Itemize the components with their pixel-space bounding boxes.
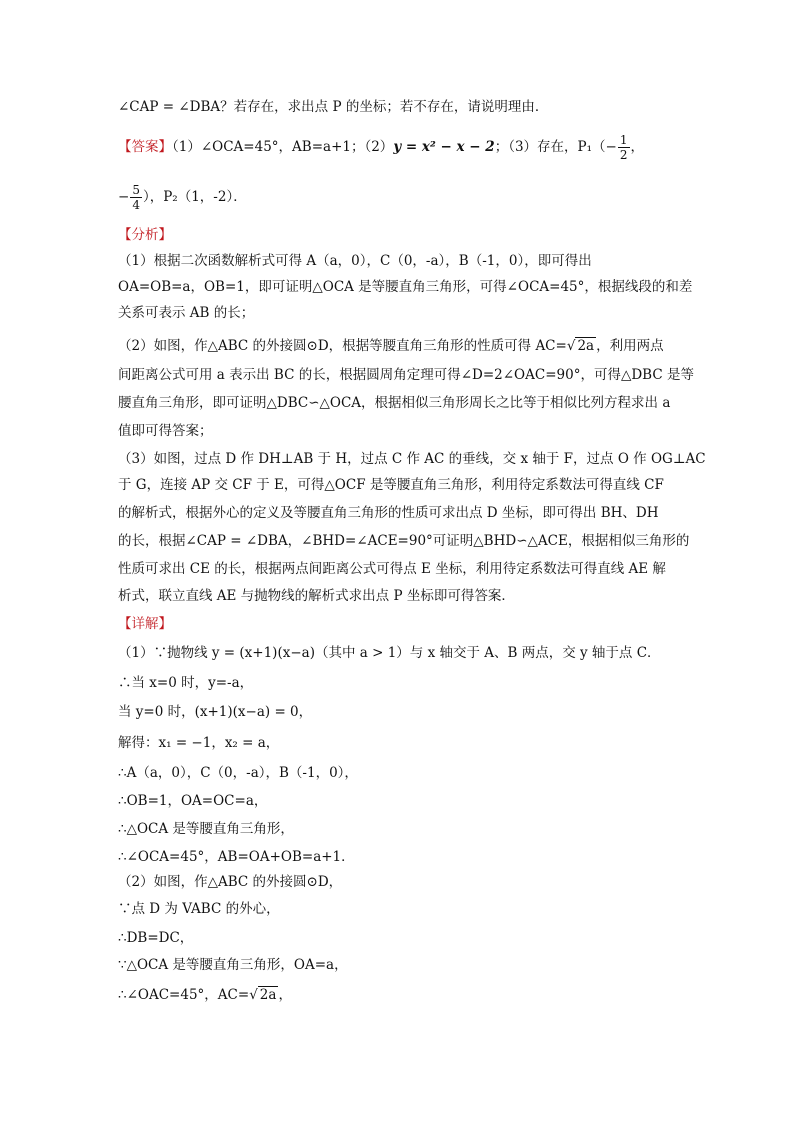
detail-line-3: 当 y=0 时，(x+1)(x−a) = 0， xyxy=(118,704,313,720)
analysis-line-5: 间距离公式可用 a 表示出 BC 的长，根据圆周角定理可得∠D=2∠OAC=90°，可得△DBC 是等 xyxy=(118,367,694,383)
answer-tag: 【答案】 xyxy=(118,139,172,155)
analysis-line-13: 析式，联立直线 AE 与抛物线的解析式求出点 P 坐标即可得答案． xyxy=(118,588,515,604)
answer-line-2 xyxy=(118,183,678,212)
answer-part1: （1）∠OCA=45°，AB=a+1；（2） xyxy=(172,139,394,155)
analysis-line-11: 的长，根据∠CAP = ∠DBA，∠BHD=∠ACE=90°可证明△BHD∽△ACE，根据相似三角形的 xyxy=(118,533,690,549)
answer-fraction-2: $\frac{5}{4}$ xyxy=(132,183,140,212)
detail-line-5: ∴A（a，0），C（0，-a），B（-1，0）， xyxy=(118,765,358,781)
detail-line-13 xyxy=(118,982,678,1008)
sqrt-2a-detail: √ 2a xyxy=(249,987,277,1003)
detail-line-1: （1）∵抛物线 y = (x+1)(x−a)（其中 a > 1）与 x 轴交于 A、B 两点，交 y 轴于点 C． xyxy=(118,645,661,661)
detail-line-4: 解得：x₁ = −1，x₂ = a， xyxy=(118,735,280,751)
analysis-line-8: （3）如图，过点 D 作 DH⊥AB 于 H，过点 C 作 AC 的垂线，交 x 轴于 F，过点 O 作 OG⊥AC xyxy=(118,451,706,467)
detail-line-10: ∵点 D 为 VABC 的外心， xyxy=(118,901,280,917)
analysis-line-9: 于 G，连接 AP 交 CF 于 E，可得△OCF 是等腰直角三角形，利用待定系数法可得直线 CF xyxy=(118,477,664,493)
detail-line-6: ∴OB=1，OA=OC=a， xyxy=(118,793,268,809)
detail-line-13-a: ∴∠OAC=45°，AC= xyxy=(118,987,250,1003)
detail-tag: 【详解】 xyxy=(118,616,172,632)
analysis-line-7: 值即可得答案； xyxy=(118,423,213,439)
analysis-line-10: 的解析式，根据外心的定义及等腰直角三角形的性质可求出点 D 坐标，即可得出 BH、DH xyxy=(118,505,659,521)
sqrt-2a-analysis: √ 2a xyxy=(566,338,595,354)
answer2-pre: − xyxy=(118,189,130,205)
detail-line-11: ∴DB=DC， xyxy=(118,930,194,946)
analysis-line-12: 性质可求出 CE 的长，根据两点间距离公式可得点 E 坐标，利用待定系数法可得直线 AE 解 xyxy=(118,561,666,577)
detail-line-7: ∴△OCA 是等腰直角三角形， xyxy=(118,821,294,837)
question-line: ∠CAP = ∠DBA？若存在，求出点 P 的坐标；若不存在，请说明理由． xyxy=(118,99,549,115)
detail-line-2: ∴当 x=0 时，y=-a， xyxy=(118,675,254,691)
analysis-line-6: 腰直角三角形，即可证明△DBC∽△OCA，根据相似三角形周长之比等于相似比列方程求出 a xyxy=(118,395,671,411)
detail-line-8: ∴∠OCA=45°，AB=OA+OB=a+1． xyxy=(118,849,355,865)
answer-fraction-1: $\frac{1}{2}$ xyxy=(619,133,628,162)
analysis-line-4-b: ，利用两点 xyxy=(596,338,664,354)
answer-tail: ， xyxy=(630,139,644,155)
analysis-line-4-a: （2）如图，作△ABC 的外接圆⊙D，根据等腰直角三角形的性质可得 AC= xyxy=(118,338,567,354)
detail-line-9: （2）如图，作△ABC 的外接圆⊙D， xyxy=(118,874,343,890)
detail-line-12: ∵△OCA 是等腰直角三角形，OA=a， xyxy=(118,957,348,973)
analysis-line-2: OA=OB=a，OB=1，即可证明△OCA 是等腰直角三角形，可得∠OCA=45°，根据线段的和差 xyxy=(118,279,693,295)
analysis-line-3: 关系可表示 AB 的长； xyxy=(118,305,255,321)
analysis-line-4 xyxy=(118,333,678,359)
answer-line-1 xyxy=(118,133,678,162)
answer-equation: y = x² − x − 2 xyxy=(393,139,495,155)
analysis-line-1: （1）根据二次函数解析式可得 A（a，0），C（0，-a），B（-1，0），即可得出 xyxy=(118,253,592,269)
analysis-tag: 【分析】 xyxy=(118,227,172,243)
answer2-post: ），P₂（1，-2）． xyxy=(142,189,247,205)
answer-part3: ；（3）存在，P₁（− xyxy=(494,139,617,155)
detail-line-13-b: ， xyxy=(278,987,292,1003)
